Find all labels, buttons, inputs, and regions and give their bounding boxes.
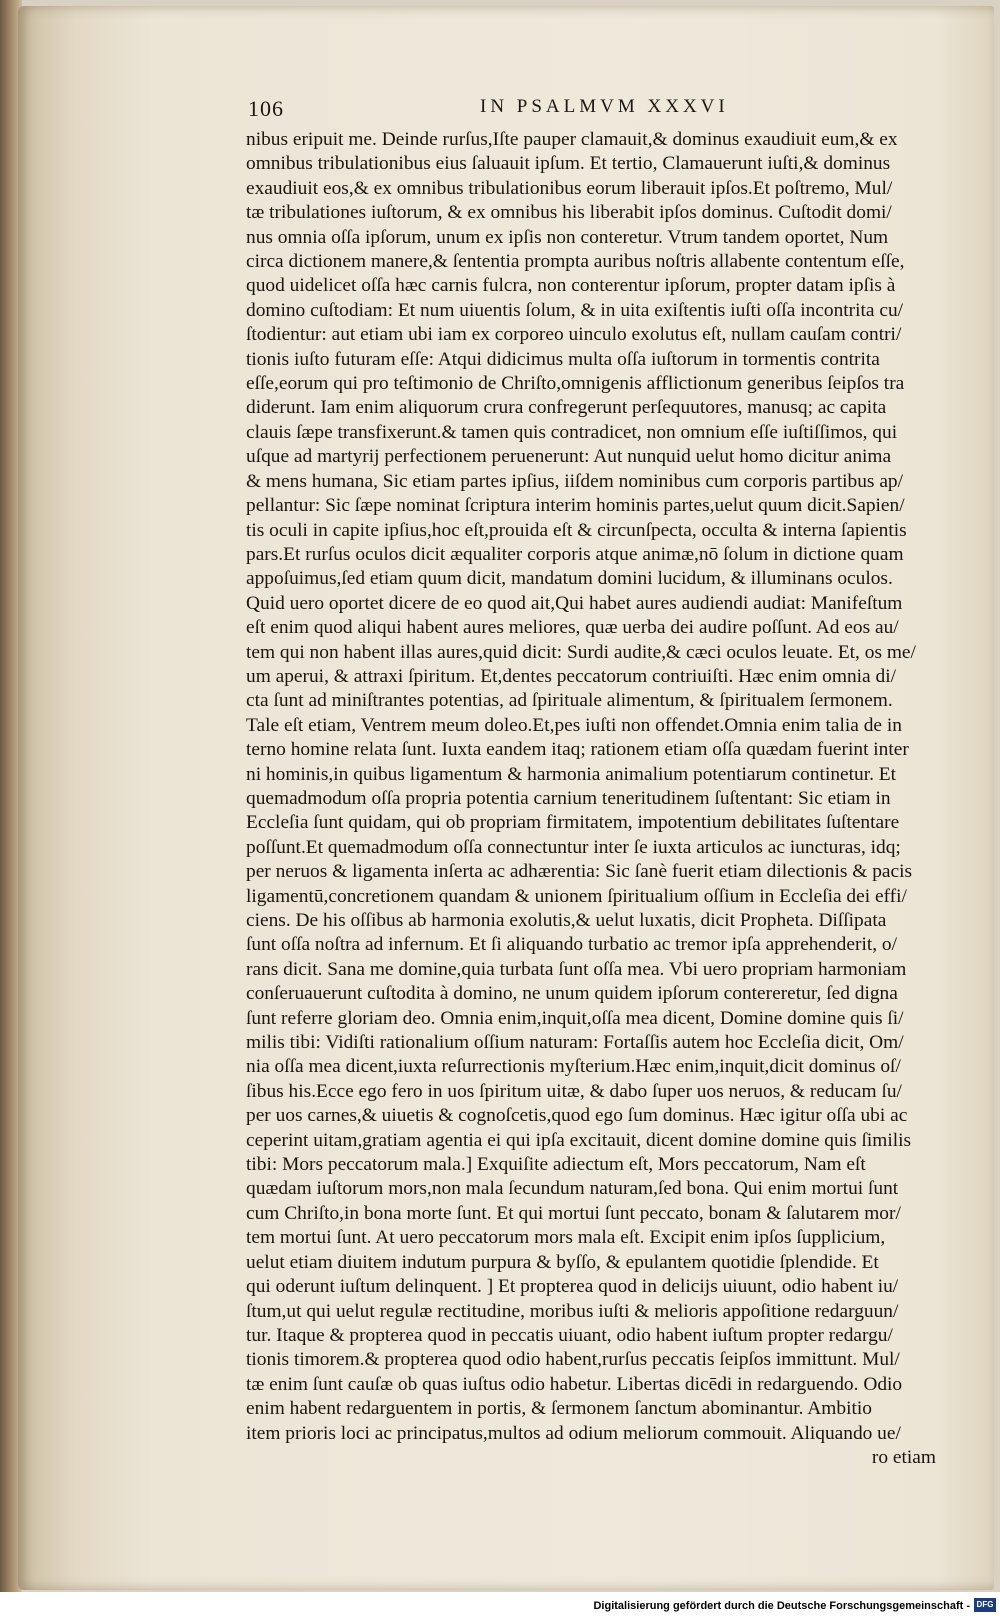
text-line: appoſuimus,ſed etiam quum dicit, mandatum domini lucidum, & illuminans oculos. [246, 568, 893, 590]
text-line: terno homine relata ſunt. Iuxta eandem itaq; rationem etiam oſſa quædam fuerint inter [246, 739, 909, 761]
text-line: qui oderunt iuſtum delinquent. ] Et propterea quod in delicijs uiuunt, odio habent iu/ [246, 1276, 899, 1298]
text-line: clauis ſæpe transfixerunt.& tamen quis contradicet, non omnium eſſe iuſtiſſimos, qui [246, 421, 898, 443]
text-line: nibus eripuit me. Deinde rurſus,Iſte pauper clamauit,& dominus exaudiuit eum,& ex [246, 129, 898, 150]
text-line: tæ enim ſunt cauſæ ob quas iuſtus odio habetur. Libertas dicēdi in redarguendo. Odio [246, 1373, 903, 1395]
text-line: Eccleſia ſunt quidam, qui ob propriam firmitatem, impotentium debilitates ſuſtentare [246, 812, 900, 834]
text-line: eſſe,eorum qui pro teſtimonio de Chriſto,omnigenis afflictionum generibus ſeipſos tra [246, 373, 905, 395]
text-line: tionis timorem.& propterea quod odio habent,rurſus peccatis ſeipſos immittunt. Mul/ [246, 1349, 900, 1371]
text-line: enim habent redarguentem in portis, & ſermonem ſanctum abominantur. Ambitio [246, 1398, 872, 1420]
text-line: uelut etiam diuitem indutum purpura & byſſo, & epulantem quotidie ſplendide. Et [246, 1251, 879, 1273]
text-line: omnibus tribulationibus eius ſaluauit ipſum. Et tertio, Clamauerunt iuſti,& dominus [246, 153, 891, 175]
text-line: conſeruauerunt cuſtodita à domino, ne unum quidem ipſorum contereretur, ſed digna [246, 983, 898, 1005]
text-line: ni hominis,in quibus ligamentum & harmonia animalium potentiarum continetur. Et [246, 763, 897, 785]
text-line: nus omnia oſſa ipſorum, unum ex ipſis non conteretur. Vtrum tandem oportet, Num [246, 226, 889, 248]
page-number: 106 [248, 96, 284, 121]
running-head: IN PSALMVM XXXVI [480, 96, 729, 117]
text-line: ſibus his.Ecce ego fero in uos ſpiritum uitæ, & dabo ſuper uos neruos, & reducam ſu/ [246, 1080, 902, 1102]
text-line: ceperint uitam,gratiam agentia ei qui ipſa excitauit, dicent domine domine quis ſimilis [246, 1129, 912, 1151]
footer-credit: Digitalisierung gefördert durch die Deutsche Forschungsgemeinschaft - [593, 1600, 970, 1612]
text-line: tionis iuſto futuram eſſe: Atqui didicimus multa oſſa iuſtorum in tormentis contrita [246, 348, 880, 370]
text-line: ligamentū,concretionem quandam & unionem ſpiritualium oſſium in Eccleſia dei effi/ [246, 885, 907, 907]
text-line: exaudiuit eos,& ex omnibus tribulationibus eorum liberauit ipſos.Et poſtremo, Mul/ [246, 177, 893, 199]
text-line: tibi: Mors peccatorum mala.] Exquiſite adiectum eſt, Mors peccatorum, Nam eſt [246, 1154, 866, 1176]
page-header [248, 96, 948, 122]
text-line: per uos carnes,& uiuetis & cognoſcetis,quod ego ſum dominus. Hæc igitur oſſa ubi ac [246, 1105, 908, 1127]
text-line: ſtodientur: aut etiam ubi iam ex corporeo uinculo exolutus eſt, nullam cauſam contri/ [246, 324, 902, 346]
text-line: diderunt. Iam enim aliquorum crura confregerunt perſequutores, manusq; ac capita [246, 397, 887, 419]
text-line: poſſunt.Et quemadmodum oſſa connectuntur inter ſe iuxta articulos ac iuncturas, idq; [246, 836, 901, 858]
text-line: quædam iuſtorum mors,non mala ſecundum naturam,ſed bona. Qui enim mortui ſunt [246, 1178, 899, 1200]
catchword: ro etiam [871, 1446, 936, 1468]
text-line: ſtum,ut qui uelut regulæ rectitudine, moribus iuſti & melioris appoſitione redarguun/ [246, 1300, 899, 1322]
text-line: rans dicit. Sana me domine,quia turbata ſunt oſſa mea. Vbi uero propriam harmoniam [246, 958, 907, 980]
text-line: tis oculi in capite ipſius,hoc eſt,prouida eſt & circunſpecta, occulta & interna ſapientis [246, 519, 907, 541]
text-line: milis tibi: Vidiſti rationalium oſſium naturam: Fortaſſis autem hoc Eccleſia dicit, Om/ [246, 1032, 904, 1054]
text-line: nia oſſa mea dicent,iuxta reſurrectionis myſterium.Hæc enim,inquit,dicit dominus oſ/ [246, 1056, 901, 1078]
text-line: Tale eſt etiam, Ventrem meum doleo.Et,pes iuſti non offendet.Omnia enim talia de in [246, 714, 902, 736]
text-line: & mens humana, Sic etiam partes ipſius, iiſdem nominibus cum corporis partibus ap/ [246, 470, 904, 492]
text-block [246, 128, 936, 1470]
text-line: pars.Et rurſus oculos dicit æqualiter corporis atque animæ,nō ſolum in dictione quam [246, 543, 904, 565]
text-line: ſunt referre gloriam deo. Omnia enim,inquit,oſſa mea dicent, Domine domine quis ſi/ [246, 1007, 904, 1029]
text-line: ciens. De his oſſibus ab harmonia exolutis,& uelut luxatis, dicit Propheta. Diſſipata [246, 910, 887, 931]
text-line: ſunt oſſa noſtra ad infernum. Et ſi aliquando turbatio ac tremor ipſa apprehenderit, o/ [246, 934, 897, 956]
text-line: tur. Itaque & propterea quod in peccatis uiuant, odio habent iuſtum propter redargu/ [246, 1324, 893, 1346]
text-line: tem qui non habent illas aures,quid dicit: Surdi audite,& cæci oculos leuate. Et, os me/ [246, 641, 916, 663]
text-line: Quid uero oportet dicere de eo quod ait,Qui habet aures audiendi audiat: Manifeſtum [246, 592, 903, 614]
text-line: tæ tribulationes iuſtorum, & ex omnibus his liberabit ipſos dominus. Cuſtodit domi/ [246, 202, 892, 224]
text-line: domino cuſtodiam: Et num uiuentis ſolum, & in uita exiſtentis iuſti oſſa incontrita cu/ [246, 299, 904, 321]
text-line: cta ſunt ad miniſtrantes potentias, ad ſpirituale alimentum, & ſpiritualem ſermonem. [246, 690, 893, 712]
text-line: um aperui, & attraxi ſpiritum. Et,dentes peccatorum contriuiſti. Hæc enim omnia di/ [246, 665, 896, 687]
footer-bar [0, 1592, 1000, 1622]
text-line: uſque ad martyrij perfectionem peruenerunt: Aut nunquid uelut homo dicitur anima [246, 446, 892, 468]
text-line: quemadmodum oſſa propria potentia carnium teneritudinem ſuſtentant: Sic etiam in [246, 787, 891, 809]
text-line: pellantur: Sic ſæpe nominat ſcriptura interim hominis partes,uelut quum dicit.Sapien/ [246, 495, 905, 517]
text-line: eſt enim quod aliqui habent aures meliores, quæ uerba dei audire poſſunt. Ad eos au/ [246, 617, 899, 639]
dfg-logo: DFG [974, 1598, 996, 1612]
text-line: circa dictionem manere,& ſententia prompta auribus noſtris allabente contentum eſſe, [246, 251, 905, 273]
text-line: cum Chriſto,in bona morte ſunt. Et qui mortui ſunt peccato, bonam & ſalutarem mor/ [246, 1202, 901, 1224]
text-line: per neruos & ligamenta inſerta ac adhærentia: Sic ſanè fuerit etiam dilectionis & pacis [246, 861, 913, 883]
text-line: quod uidelicet oſſa hæc carnis fulcra, non conterentur ipſorum, propter datam ipſis à [246, 275, 896, 297]
text-line: tem mortui ſunt. At uero peccatorum mors mala eſt. Excipit enim ipſos ſupplicium, [246, 1227, 886, 1249]
text-line: item prioris loci ac principatus,multos ad odium meliorum commouit. Aliquando ue/ [246, 1422, 901, 1444]
